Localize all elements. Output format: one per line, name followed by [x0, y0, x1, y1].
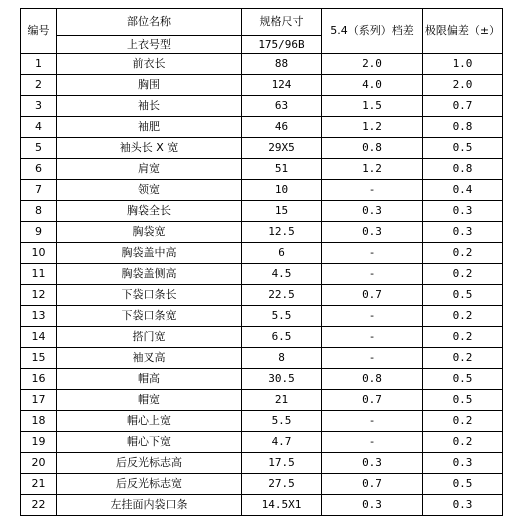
row-spec: 29X5 [242, 138, 322, 159]
row-part: 后反光标志宽 [57, 474, 242, 495]
row-part: 袖长 [57, 96, 242, 117]
table-row [21, 369, 503, 390]
row-spec: 8 [242, 348, 322, 369]
row-part: 左挂面内袋口条 [57, 495, 242, 516]
table-row [21, 180, 503, 201]
row-no: 3 [21, 96, 57, 117]
table-row [21, 75, 503, 96]
row-tolerance: 0.2 [423, 306, 503, 327]
row-grade: - [322, 306, 423, 327]
row-no: 15 [21, 348, 57, 369]
row-spec: 46 [242, 117, 322, 138]
table-row [21, 96, 503, 117]
row-tolerance: 0.3 [423, 495, 503, 516]
row-tolerance: 0.4 [423, 180, 503, 201]
header-spec: 规格尺寸 [242, 9, 322, 36]
row-spec: 6.5 [242, 327, 322, 348]
header-no: 编号 [21, 9, 57, 54]
row-tolerance: 0.5 [423, 138, 503, 159]
row-spec: 27.5 [242, 474, 322, 495]
header-row [21, 9, 503, 36]
table-row [21, 117, 503, 138]
row-part: 肩宽 [57, 159, 242, 180]
row-tolerance: 0.2 [423, 432, 503, 453]
row-spec: 12.5 [242, 222, 322, 243]
table-row [21, 474, 503, 495]
row-grade: 0.7 [322, 285, 423, 306]
row-part: 帽心下宽 [57, 432, 242, 453]
table-row [21, 222, 503, 243]
row-no: 4 [21, 117, 57, 138]
row-grade: 0.3 [322, 201, 423, 222]
row-part: 胸袋盖侧高 [57, 264, 242, 285]
row-spec: 124 [242, 75, 322, 96]
row-tolerance: 0.8 [423, 117, 503, 138]
table-body [21, 54, 503, 516]
row-tolerance: 0.2 [423, 264, 503, 285]
row-tolerance: 0.2 [423, 327, 503, 348]
row-part: 领宽 [57, 180, 242, 201]
row-tolerance: 0.3 [423, 453, 503, 474]
row-spec: 14.5X1 [242, 495, 322, 516]
row-tolerance: 0.2 [423, 243, 503, 264]
row-tolerance: 0.8 [423, 159, 503, 180]
row-no: 12 [21, 285, 57, 306]
row-grade: 0.3 [322, 222, 423, 243]
table-row [21, 159, 503, 180]
row-grade: 0.7 [322, 390, 423, 411]
row-no: 22 [21, 495, 57, 516]
row-no: 7 [21, 180, 57, 201]
row-spec: 51 [242, 159, 322, 180]
row-no: 13 [21, 306, 57, 327]
row-grade: - [322, 243, 423, 264]
row-grade: 1.2 [322, 159, 423, 180]
row-part: 帽高 [57, 369, 242, 390]
row-grade: 4.0 [322, 75, 423, 96]
row-tolerance: 0.2 [423, 348, 503, 369]
header-tolerance: 极限偏差（±） [423, 9, 503, 54]
row-grade: 0.8 [322, 369, 423, 390]
row-no: 2 [21, 75, 57, 96]
table-row [21, 348, 503, 369]
row-spec: 10 [242, 180, 322, 201]
row-tolerance: 0.3 [423, 222, 503, 243]
row-spec: 21 [242, 390, 322, 411]
row-no: 9 [21, 222, 57, 243]
row-grade: - [322, 180, 423, 201]
row-grade: 1.5 [322, 96, 423, 117]
row-spec: 30.5 [242, 369, 322, 390]
row-grade: 0.8 [322, 138, 423, 159]
row-part: 帽心上宽 [57, 411, 242, 432]
header-grade: 5.4（系列）档差 [322, 9, 423, 54]
row-tolerance: 0.5 [423, 285, 503, 306]
row-no: 1 [21, 54, 57, 75]
table-row [21, 390, 503, 411]
row-part: 胸围 [57, 75, 242, 96]
row-no: 6 [21, 159, 57, 180]
row-part: 搭门宽 [57, 327, 242, 348]
row-no: 8 [21, 201, 57, 222]
table-row [21, 432, 503, 453]
row-grade: 2.0 [322, 54, 423, 75]
table-row [21, 495, 503, 516]
table-row [21, 243, 503, 264]
row-no: 10 [21, 243, 57, 264]
row-no: 19 [21, 432, 57, 453]
row-spec: 15 [242, 201, 322, 222]
row-grade: - [322, 411, 423, 432]
row-no: 16 [21, 369, 57, 390]
table-row [21, 285, 503, 306]
row-spec: 4.5 [242, 264, 322, 285]
row-spec: 6 [242, 243, 322, 264]
table-row [21, 201, 503, 222]
row-spec: 88 [242, 54, 322, 75]
table-row [21, 138, 503, 159]
row-part: 前衣长 [57, 54, 242, 75]
table-row [21, 306, 503, 327]
table-row [21, 453, 503, 474]
row-spec: 17.5 [242, 453, 322, 474]
row-grade: 0.3 [322, 453, 423, 474]
row-no: 20 [21, 453, 57, 474]
row-tolerance: 2.0 [423, 75, 503, 96]
row-tolerance: 0.7 [423, 96, 503, 117]
spec-table [20, 8, 503, 516]
row-spec: 5.5 [242, 306, 322, 327]
row-grade: - [322, 348, 423, 369]
row-part: 袖头长 X 宽 [57, 138, 242, 159]
row-no: 14 [21, 327, 57, 348]
table-row [21, 54, 503, 75]
row-part: 胸袋全长 [57, 201, 242, 222]
row-grade: 0.3 [322, 495, 423, 516]
table-row [21, 411, 503, 432]
row-part: 胸袋盖中高 [57, 243, 242, 264]
row-spec: 5.5 [242, 411, 322, 432]
row-tolerance: 0.5 [423, 474, 503, 495]
row-grade: - [322, 264, 423, 285]
row-tolerance: 0.3 [423, 201, 503, 222]
row-tolerance: 0.5 [423, 390, 503, 411]
row-part: 胸袋宽 [57, 222, 242, 243]
row-spec: 63 [242, 96, 322, 117]
row-part: 帽宽 [57, 390, 242, 411]
row-spec: 22.5 [242, 285, 322, 306]
row-part: 后反光标志高 [57, 453, 242, 474]
row-grade: 1.2 [322, 117, 423, 138]
row-no: 21 [21, 474, 57, 495]
row-tolerance: 1.0 [423, 54, 503, 75]
row-part: 袖叉高 [57, 348, 242, 369]
subheader-spec: 175/96B [242, 36, 322, 54]
row-part: 下袋口条宽 [57, 306, 242, 327]
row-tolerance: 0.2 [423, 411, 503, 432]
row-part: 袖肥 [57, 117, 242, 138]
row-grade: - [322, 432, 423, 453]
row-no: 18 [21, 411, 57, 432]
row-tolerance: 0.5 [423, 369, 503, 390]
row-grade: - [322, 327, 423, 348]
row-spec: 4.7 [242, 432, 322, 453]
row-grade: 0.7 [322, 474, 423, 495]
subheader-part: 上衣号型 [57, 36, 242, 54]
table-row [21, 264, 503, 285]
row-no: 17 [21, 390, 57, 411]
table-row [21, 327, 503, 348]
header-part: 部位名称 [57, 9, 242, 36]
row-part: 下袋口条长 [57, 285, 242, 306]
row-no: 5 [21, 138, 57, 159]
row-no: 11 [21, 264, 57, 285]
